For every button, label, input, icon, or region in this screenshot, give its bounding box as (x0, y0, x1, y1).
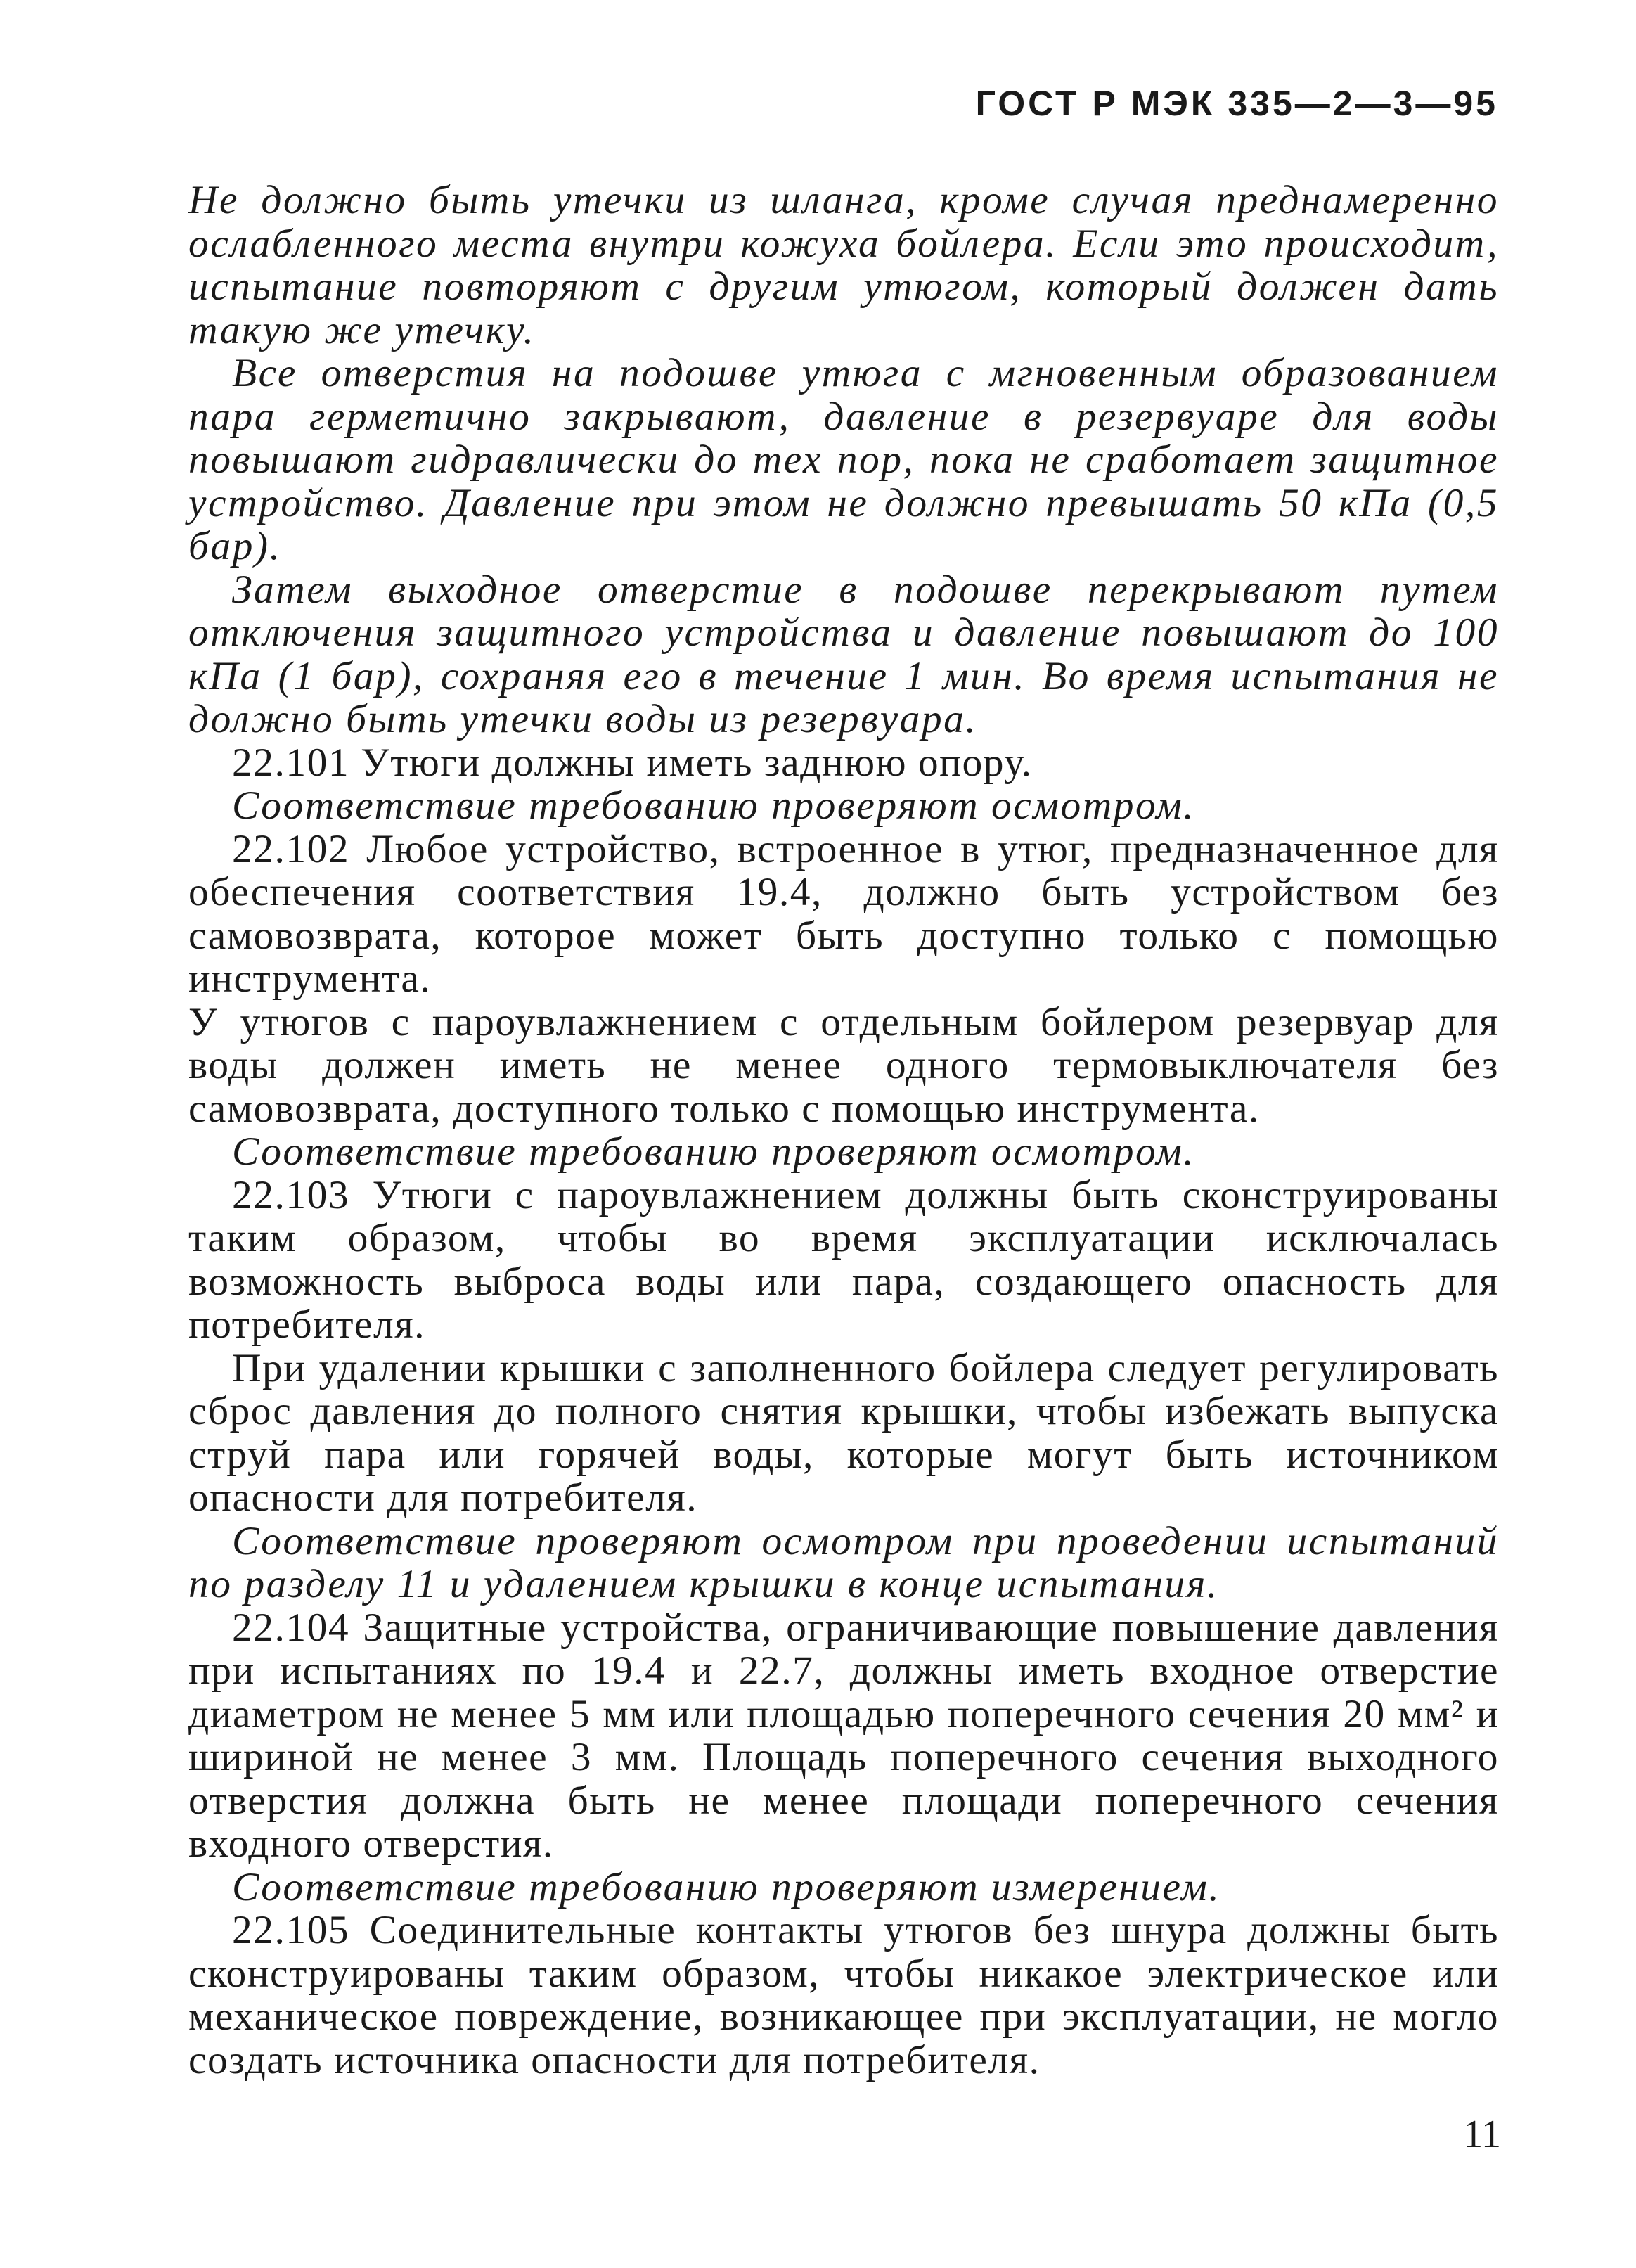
document-body (188, 179, 1499, 2082)
paragraph-lid-removal: При удалении крышки с заполненного бойлера следует регулировать сброс давления до полного снятия крышки, чтобы избежать выпуска струй пара или горячей воды, которые могут быть источником опасности для потребителя. (188, 1345, 1499, 1520)
document-code-header: ГОСТ Р МЭК 335—2—3—95 (975, 84, 1498, 123)
page-number: 11 (1463, 2113, 1501, 2156)
paragraph-clause-22-104: 22.104 Защитные устройства, ограничивающие повышение давления при испытаниях по 19.4 и 22.7, должны иметь входное отверстие диаметром не менее 5 мм или площадью поперечного сечения 20 мм² и шириной не менее 3 мм. Площадь поперечного сечения выходного отверстия должна быть не менее площади поперечного сечения входного отверстия. (188, 1605, 1499, 1866)
paragraph-clause-22-102: 22.102 Любое устройство, встроенное в утюг, предназначенное для обеспечения соответствия 19.4, должно быть устройством без самовозврата, которое может быть доступно только с помощью инструмента. (188, 826, 1499, 1001)
paragraph-hose-leak: Не должно быть утечки из шланга, кроме случая преднамеренно ослабленного места внутри кожуха бойлера. Если это происходит, испытание повторяют с другим утюгом, который должен дать такую же утечку. (188, 178, 1499, 352)
paragraph-clause-22-105: 22.105 Соединительные контакты утюгов без шнура должны быть сконструированы таким образом, чтобы никакое электрическое или механическое повреждение, возникающее при эксплуатации, не могло создать источника опасности для потребителя. (188, 1908, 1499, 2082)
paragraph-compliance-inspection-1: Соответствие требованию проверяют осмотром. (232, 783, 1196, 828)
paragraph-compliance-measurement: Соответствие требованию проверяют измерением. (232, 1864, 1221, 1909)
paragraph-clause-22-103: 22.103 Утюги с пароувлажнением должны быть сконструированы таким образом, чтобы во время эксплуатации исключалась возможность выброса воды или пара, создающего опасность для потребителя. (188, 1172, 1499, 1347)
paragraph-compliance-inspection-2: Соответствие требованию проверяют осмотром. (232, 1129, 1196, 1174)
paragraph-outlet-block-test: Затем выходное отверстие в подошве перекрывают путем отключения защитного устройства и давление повышают до 100 кПа (1 бар), сохраняя его в течение 1 мин. Во время испытания не должно быть утечки воды из резервуара. (188, 567, 1499, 741)
paragraph-clause-22-101: 22.101 Утюги должны иметь заднюю опору. (232, 740, 1033, 785)
paragraph-boiler-thermal-cutout: У утюгов с пароувлажнением с отдельным бойлером резервуар для воды должен иметь не менее одного термовыключателя без самовозврата, доступного только с помощью инструмента. (188, 999, 1499, 1131)
paragraph-pressure-test: Все отверстия на подошве утюга с мгновенным образованием пара герметично закрывают, давление в резервуаре для воды повышают гидравлически до тех пор, пока не сработает защитное устройство. Давление при этом не должно превышать 50 кПа (0,5 бар). (188, 351, 1499, 568)
paragraph-compliance-section-11: Соответствие проверяют осмотром при проведении испытаний по разделу 11 и удалением крышки в конце испытания. (188, 1518, 1499, 1606)
